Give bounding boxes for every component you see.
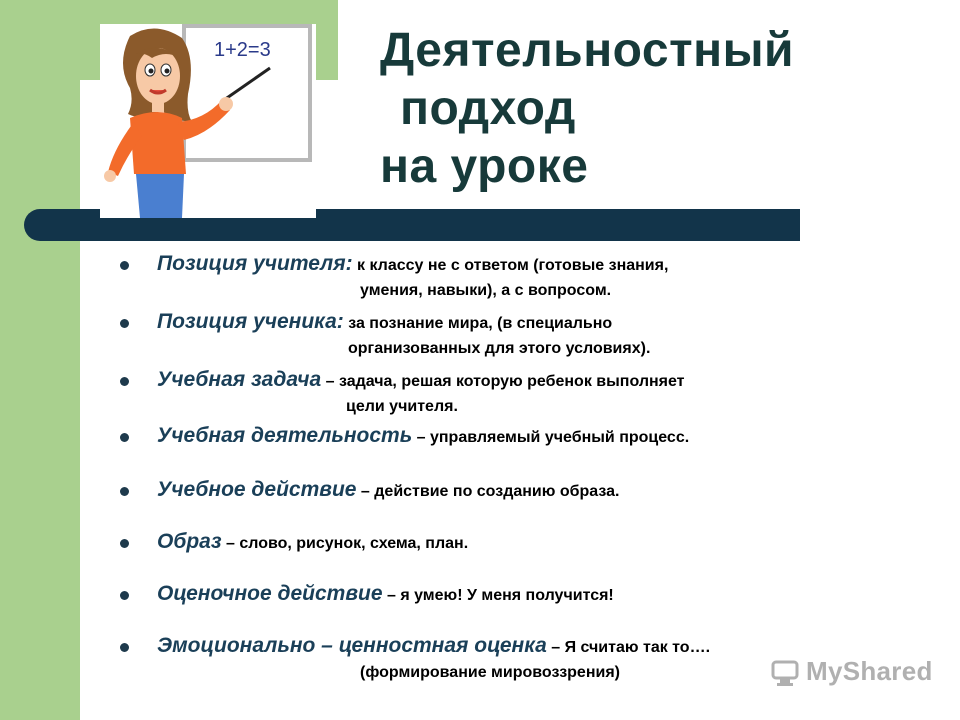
title-line-1: Деятельностный [380,24,795,77]
bullet-term: Эмоционально – ценностная оценка [157,634,547,657]
myshared-logo-icon [770,657,800,687]
bullet-term: Учебная задача [157,368,322,391]
bullet-continuation: умения, навыки), а с вопросом. [360,282,612,299]
bullet-definition: к классу не с ответом (готовые знания, [352,257,669,274]
bullet-dot-icon [120,487,129,496]
bullet-definition: – задача, решая которую ребенок выполняет [321,373,685,390]
bullet-dot-icon [120,319,129,328]
bullet-dot-icon [120,591,129,600]
bullet-continuation: (формирование мировоззрения) [360,664,620,681]
bullet-continuation: организованных для этого условиях). [348,340,651,357]
slide-title [380,22,794,196]
bullet-definition: – я умею! У меня получится! [382,587,614,604]
bullet-dot-icon [120,643,129,652]
left-green-band [0,0,80,720]
bullet-term: Учебная деятельность [157,424,413,447]
bullet-dot-icon [120,261,129,270]
teacher-at-board-icon [100,24,316,218]
bullet-definition: – Я считаю так то…. [546,639,711,656]
bullet-term: Позиция ученика: [157,310,344,333]
bullet-dot-icon [120,377,129,386]
title-line-2: подход [400,82,576,135]
bullet-dot-icon [120,539,129,548]
board-text: 1+2=3 [214,39,271,61]
myshared-watermark[interactable] [770,656,933,687]
bullet-continuation: цели учителя. [346,398,458,415]
title-line-3: на уроке [380,140,589,193]
bullet-dot-icon [120,433,129,442]
bullet-term: Позиция учителя: [157,252,353,275]
bullet-definition: за познание мира, (в специально [343,315,613,332]
bullet-definition: – управляемый учебный процесс. [412,429,690,446]
bullet-definition: – действие по созданию образа. [356,483,620,500]
bullet-term: Учебное действие [157,478,357,501]
bullet-term: Образ [157,530,222,553]
bullet-term: Оценочное действие [157,582,383,605]
bullet-definition: – слово, рисунок, схема, план. [221,535,469,552]
watermark-text: MyShared [806,656,933,686]
